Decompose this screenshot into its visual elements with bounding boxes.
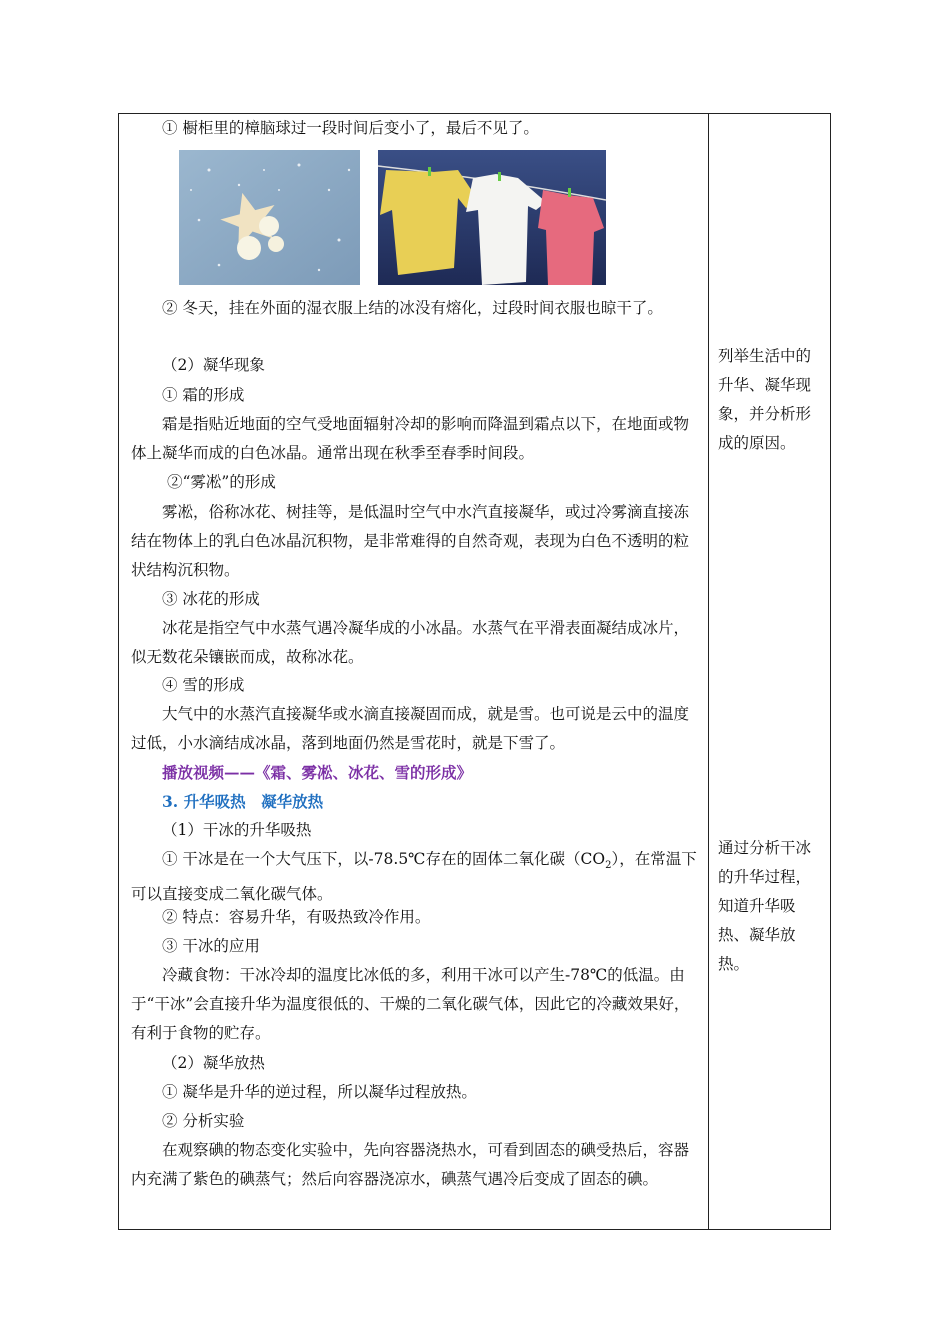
text-reverse-process: ① 凝华是升华的逆过程，所以凝华过程放热。: [162, 1083, 477, 1101]
text-wet-clothes: ② 冬天，挂在外面的湿衣服上结的冰没有熔化，过段时间衣服也晾干了。: [162, 299, 663, 317]
clothes-photo: [378, 150, 606, 285]
text-camphor: ① 橱柜里的樟脑球过一段时间后变小了，最后不见了。: [162, 119, 539, 137]
note-text-2: 通过分析干冰的升华过程，知道升华吸热、凝华放热。: [718, 839, 812, 973]
content-column: [119, 114, 708, 1229]
column-divider: [708, 114, 709, 1229]
text-ice-flower: 冰花是指空气中水蒸气遇冷凝华成的小冰晶。水蒸气在平滑表面凝结成冰片，似无数花朵镶嵌而成，故称冰花。: [131, 619, 690, 666]
section-heading: 3. 升华吸热 凝华放热: [162, 792, 324, 811]
heading-deposition: （2）凝华现象: [162, 356, 265, 374]
note-text-1: 列举生活中的升华、凝华现象，并分析形成的原因。: [718, 347, 812, 452]
text-iodine-experiment: 在观察碘的物态变化实验中，先向容器浇热水，可看到固态的碘受热后，容器内充满了紫色的碘蒸气；然后向容器浇凉水，碘蒸气遇冷后变成了固态的碘。: [131, 1141, 690, 1188]
heading-frost: ① 霜的形成: [162, 386, 245, 404]
text-dry-ice-feature: ② 特点：容易升华，有吸热致冷作用。: [162, 908, 431, 926]
video-title: 播放视频——《霜、雾凇、冰花、雪的形成》: [162, 763, 473, 782]
heading-experiment: ② 分析实验: [162, 1112, 245, 1130]
heading-rime: ②“雾凇”的形成: [167, 473, 276, 491]
heading-dry-ice-use: ③ 干冰的应用: [162, 937, 260, 955]
heading-deposition-heat: （2）凝华放热: [162, 1054, 265, 1072]
text-frost: 霜是指贴近地面的空气受地面辐射冷却的影响而降温到霜点以下，在地面或物体上凝华而成的白色冰晶。通常出现在秋季至春季时间段。: [131, 415, 690, 462]
heading-ice-flower: ③ 冰花的形成: [162, 590, 260, 608]
heading-dry-ice: （1）干冰的升华吸热: [162, 821, 312, 839]
heading-snow: ④ 雪的形成: [162, 676, 245, 694]
text-dry-ice: ① 干冰是在一个大气压下，以-78.5℃存在的固体二氧化碳$(CO_2)$，在常温下可以直接变成二氧化碳气体。: [131, 850, 697, 904]
text-refrigeration: 冷藏食物：干冰冷却的温度比冰低的多，利用干冰可以产生-78℃的低温。由于“干冰”会直接升华为温度很低的、干燥的二氧化碳气体，因此它的冷藏效果好，有利于食物的贮存。: [131, 966, 690, 1042]
note-1: [709, 342, 832, 458]
lesson-table: [118, 113, 831, 1230]
mothball-photo: [179, 150, 360, 285]
note-2: [709, 834, 832, 979]
text-snow: 大气中的水蒸汽直接凝华或水滴直接凝固而成，就是雪。也可说是云中的温度过低，小水滴结成冰晶，落到地面仍然是雪花时，就是下雪了。: [131, 705, 690, 752]
text-rime: 雾凇，俗称冰花、树挂等，是低温时空气中水汽直接凝华，或过冷雾滴直接冻结在物体上的乳白色冰晶沉积物，是非常难得的自然奇观，表现为白色不透明的粒状结构沉积物。: [131, 503, 690, 579]
